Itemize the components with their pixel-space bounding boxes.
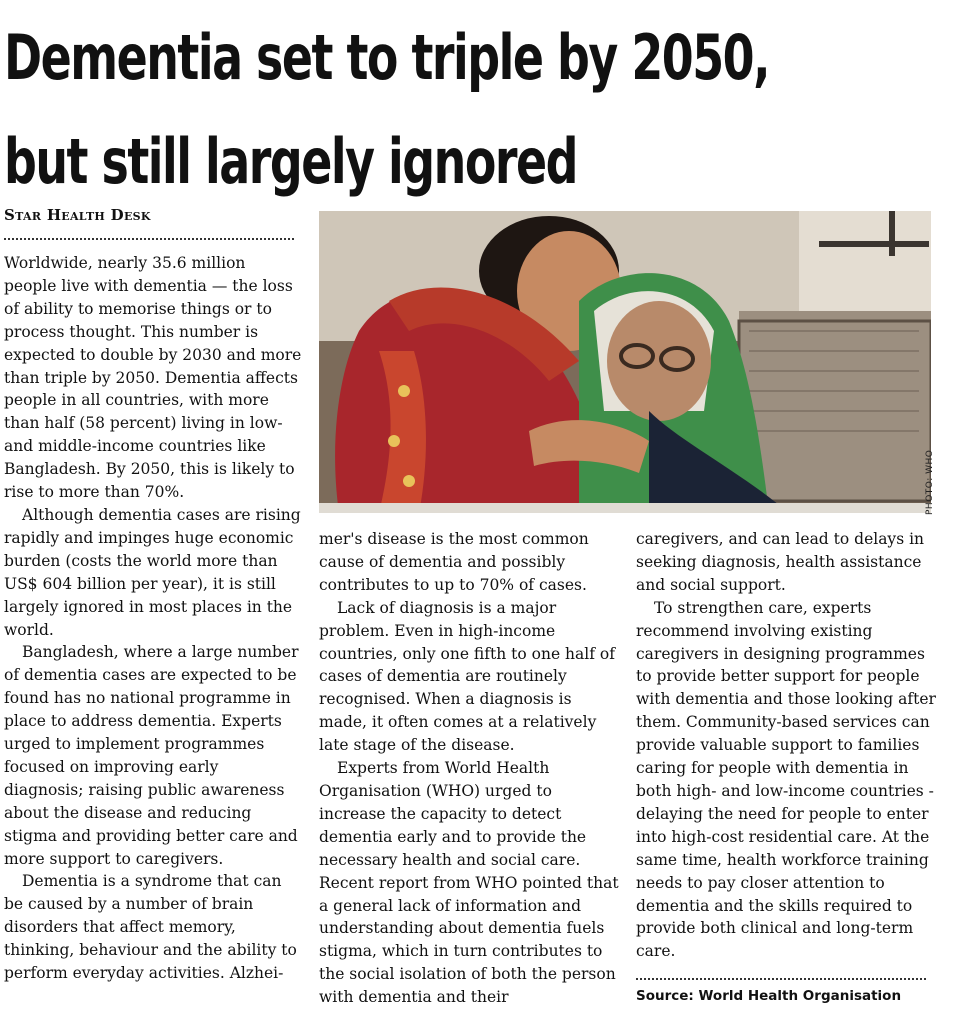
paragraph: To strengthen care, experts recommend involving existing caregivers in designing programmes to provide better support for people with dementia and those looking after them. Community-based services can provide valuable support to families caring for people with dementia in both high- and low-income countries - delaying the need for people to enter into high-cost residential care. At the same time, health workforce training needs to pay closer attention to dementia and the skills required to provide both clinical and long-term care. — [636, 598, 936, 961]
paragraph: Lack of diagnosis is a major problem. Even in high-income countries, only one fifth to one half of cases of dementia are routinely recognised. When a diagnosis is made, it often comes at a relatively late stage of the disease. — [319, 598, 615, 755]
article-photo — [319, 211, 931, 513]
headline-line-2: but still largely ignored — [4, 125, 578, 198]
photo-credit: PHOTO: WHO — [925, 449, 935, 515]
byline-divider — [4, 238, 294, 240]
paragraph: Bangladesh, where a large number of dementia cases are expected to be found has no national programme in place to address dementia. Experts urged to implement programmes focused on improving early diagnosis; raising public awareness about the disease and reducing stigma and providing better care and more support to caregivers. — [4, 643, 299, 868]
article-column-2 — [319, 528, 619, 1009]
paragraph: Experts from World Health Organisation (WHO) urged to increase the capacity to detect dementia early and to provide the necessary health and social care. Recent report from WHO pointed that a general lack of information and understanding about dementia fuels stigma, which in turn contributes to the social isolation of both the person with dementia and their — [319, 759, 619, 1007]
headline — [4, 6, 770, 214]
source-divider — [636, 978, 926, 980]
article-column-3 — [636, 528, 936, 963]
paragraph: mer's disease is the most common cause of dementia and possibly contributes to up to 70% of cases. — [319, 530, 589, 594]
source-line: Source: World Health Organisation — [636, 988, 902, 1004]
article-column-1 — [4, 252, 302, 985]
paragraph: Dementia is a syndrome that can be caused by a number of brain disorders that affect memory, thinking, behaviour and the ability to perform everyday activities. Alzhei- — [4, 872, 297, 983]
photo-illustration — [319, 211, 931, 513]
paragraph: Although dementia cases are rising rapidly and impinges huge economic burden (costs the world more than US$ 604 billion per year), it is still largely ignored in most places in the world. — [4, 505, 301, 639]
byline: Star Health Desk — [4, 206, 151, 224]
headline-line-1: Dementia set to triple by 2050, — [4, 21, 770, 94]
paragraph: Worldwide, nearly 35.6 million people live with dementia — the loss of ability to memorise things or to process thought. This number is expected to double by 2030 and more than triple by 2050. Dementia affects people in all countries, with more than half (58 percent) living in low- and middle-income countries like Bangladesh. By 2050, this is likely to rise to more than 70%. — [4, 254, 302, 502]
paragraph: caregivers, and can lead to delays in seeking diagnosis, health assistance and social support. — [636, 530, 925, 594]
